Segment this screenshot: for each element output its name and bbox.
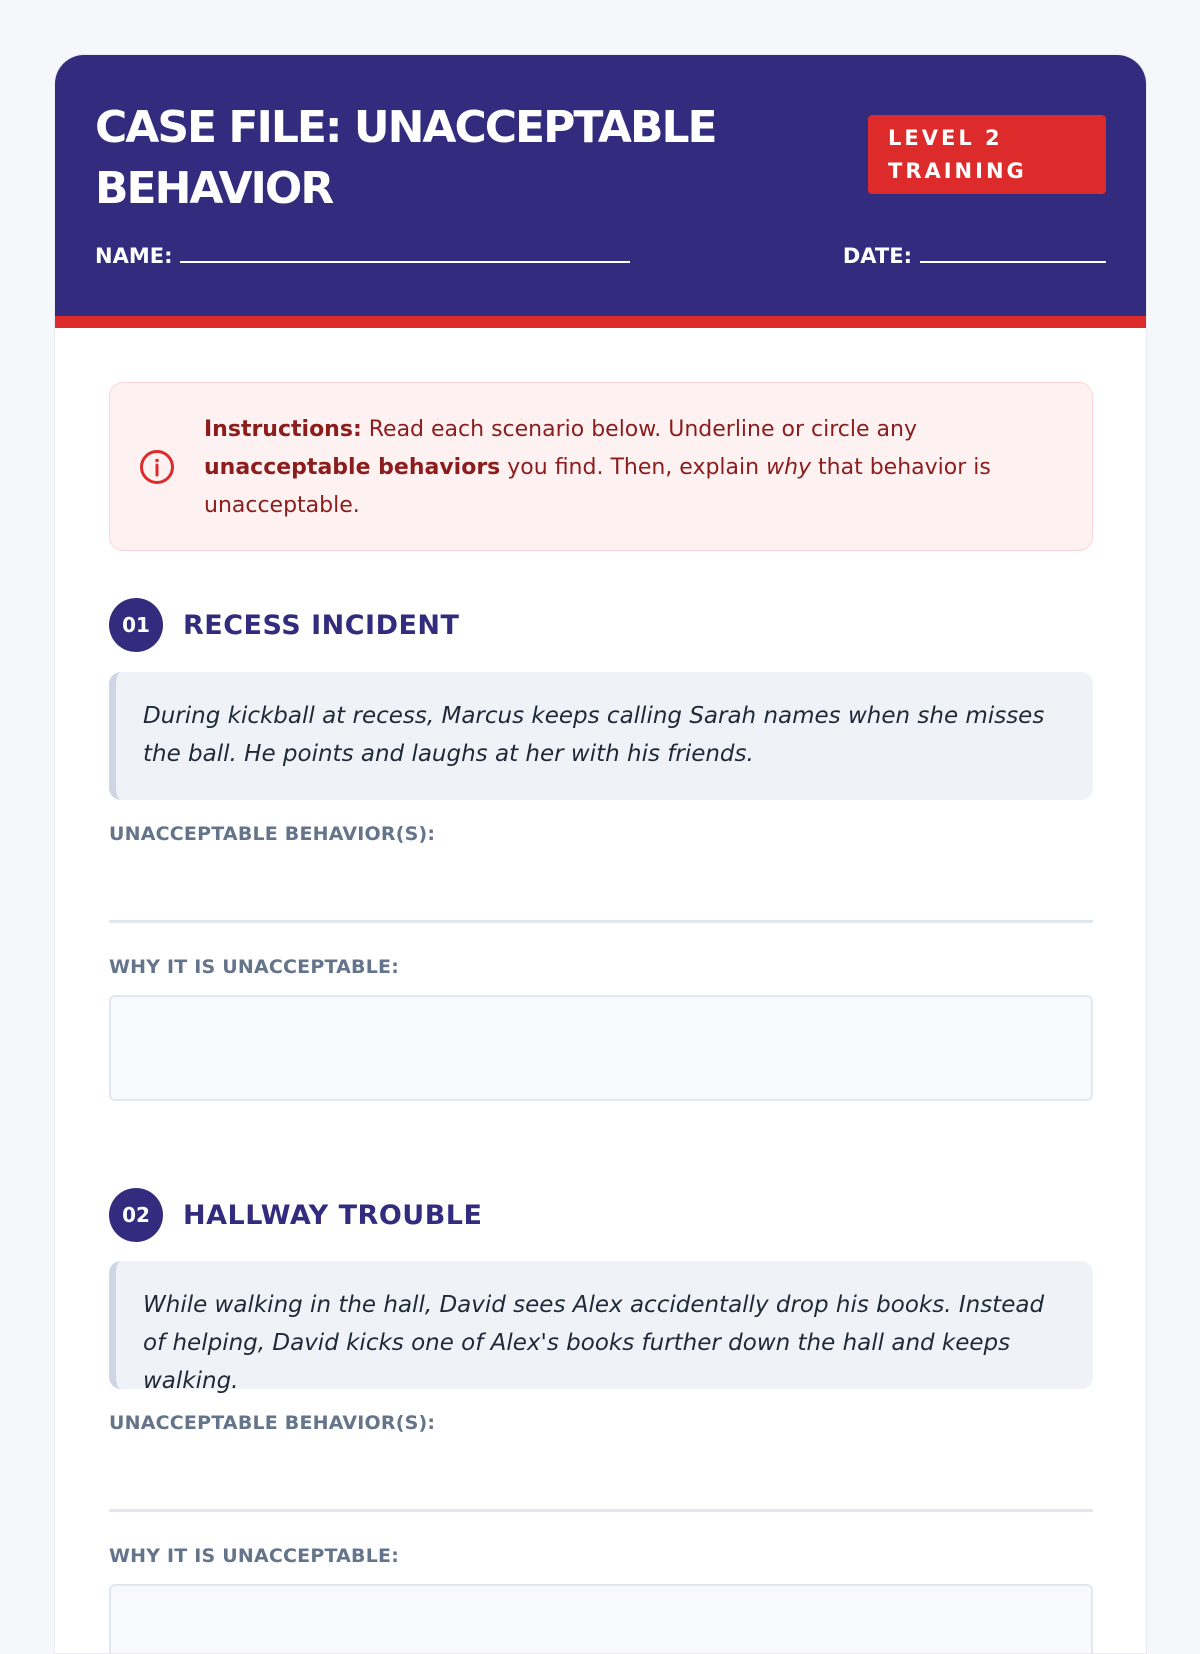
scenario-text: During kickball at recess, Marcus keeps calling Sarah names when she misses the ball. He points and laughs at her with his friends. (109, 672, 1093, 800)
info-circle-icon (139, 449, 175, 485)
date-field[interactable] (843, 241, 1106, 268)
scenario-text: While walking in the hall, David sees Alex accidentally drop his books. Instead of helping, David kicks one of Alex's books further down the hall and keeps walking. (109, 1261, 1093, 1389)
instructions-part: you find. Then, explain (500, 455, 767, 480)
instructions-box (109, 382, 1093, 551)
section-header (109, 1188, 482, 1242)
instructions-lead: Instructions: (204, 417, 362, 442)
instructions-text (204, 411, 1052, 525)
why-label: WHY IT IS UNACCEPTABLE: (109, 956, 400, 978)
date-label: DATE: (842, 244, 912, 268)
name-blank[interactable] (180, 241, 630, 263)
instructions-italic: why (766, 455, 812, 480)
level-badge: LEVEL 2 TRAINING (868, 115, 1106, 194)
section-title: HALLWAY TROUBLE (183, 1199, 483, 1231)
instructions-emphasis: unacceptable behaviors (204, 455, 501, 480)
behavior-label: UNACCEPTABLE BEHAVIOR(S): (109, 823, 436, 845)
why-answer-box[interactable] (109, 995, 1093, 1101)
behavior-answer-line[interactable] (109, 1509, 1093, 1512)
why-label: WHY IT IS UNACCEPTABLE: (109, 1545, 400, 1567)
section-number: 02 (109, 1188, 163, 1242)
instructions-part: that behavior is unacceptable. (204, 455, 991, 518)
behavior-label: UNACCEPTABLE BEHAVIOR(S): (109, 1412, 436, 1434)
why-answer-box[interactable] (109, 1584, 1093, 1654)
section-title: RECESS INCIDENT (183, 609, 460, 641)
behavior-answer-line[interactable] (109, 920, 1093, 923)
page-title: CASE FILE: UNACCEPTABLE BEHAVIOR (95, 102, 716, 214)
date-blank[interactable] (920, 241, 1106, 263)
section-number: 01 (109, 598, 163, 652)
instructions-part: Read each scenario below. Underline or circle any (361, 417, 917, 442)
worksheet-header (55, 55, 1146, 328)
section-header (109, 598, 459, 652)
name-label: NAME: (95, 244, 173, 268)
name-field[interactable] (95, 241, 630, 268)
name-date-row (95, 241, 1106, 271)
worksheet (54, 54, 1147, 1654)
